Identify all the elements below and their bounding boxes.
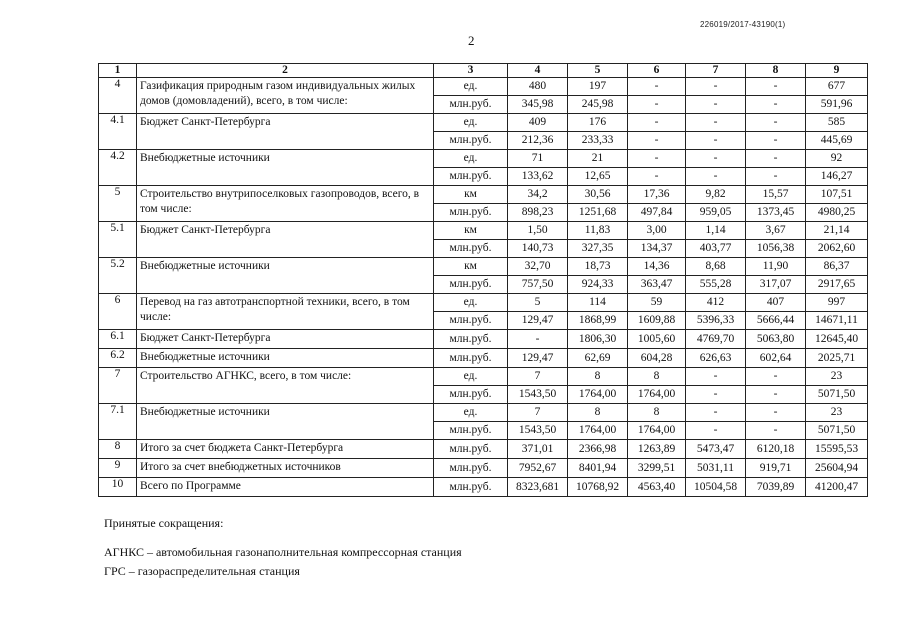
unit-cell: млн.руб. bbox=[434, 312, 508, 330]
value-cell: 30,56 bbox=[568, 186, 628, 204]
value-cell: - bbox=[746, 96, 806, 114]
value-cell: 5666,44 bbox=[746, 312, 806, 330]
column-header: 6 bbox=[628, 64, 686, 78]
value-cell: 5396,33 bbox=[686, 312, 746, 330]
value-cell: 445,69 bbox=[806, 132, 868, 150]
row-name: Перевод на газ автотранспортной техники, всего, в том числе: bbox=[137, 294, 434, 330]
row-name: Внебюджетные источники bbox=[137, 404, 434, 440]
value-cell: 4980,25 bbox=[806, 204, 868, 222]
value-cell: 8 bbox=[568, 404, 628, 422]
value-cell: 5071,50 bbox=[806, 422, 868, 440]
value-cell: 8 bbox=[628, 368, 686, 386]
value-cell: 107,51 bbox=[806, 186, 868, 204]
value-cell: - bbox=[686, 114, 746, 132]
unit-cell: млн.руб. bbox=[434, 240, 508, 258]
value-cell: 41200,47 bbox=[806, 478, 868, 497]
value-cell: 591,96 bbox=[806, 96, 868, 114]
value-cell: 626,63 bbox=[686, 349, 746, 368]
row-name: Строительство внутрипоселковых газопроводов, всего, в том числе: bbox=[137, 186, 434, 222]
value-cell: - bbox=[746, 150, 806, 168]
value-cell: 363,47 bbox=[628, 276, 686, 294]
unit-cell: км bbox=[434, 186, 508, 204]
row-name: Газификация природным газом индивидуальных жилых домов (домовладений), всего, в том числе: bbox=[137, 78, 434, 114]
value-cell: 2062,60 bbox=[806, 240, 868, 258]
value-cell: 1609,88 bbox=[628, 312, 686, 330]
row-number: 5 bbox=[99, 186, 137, 222]
row-number: 5.1 bbox=[99, 222, 137, 258]
value-cell: 5 bbox=[508, 294, 568, 312]
value-cell: 71 bbox=[508, 150, 568, 168]
value-cell: - bbox=[686, 150, 746, 168]
table-row bbox=[99, 440, 868, 459]
value-cell: 133,62 bbox=[508, 168, 568, 186]
value-cell: - bbox=[746, 114, 806, 132]
value-cell: 1005,60 bbox=[628, 330, 686, 349]
value-cell: 5063,80 bbox=[746, 330, 806, 349]
value-cell: - bbox=[686, 96, 746, 114]
value-cell: 7 bbox=[508, 404, 568, 422]
value-cell: 15595,53 bbox=[806, 440, 868, 459]
value-cell: 345,98 bbox=[508, 96, 568, 114]
unit-cell: ед. bbox=[434, 150, 508, 168]
value-cell: 176 bbox=[568, 114, 628, 132]
value-cell: 1764,00 bbox=[628, 422, 686, 440]
value-cell: - bbox=[746, 386, 806, 404]
value-cell: 59 bbox=[628, 294, 686, 312]
value-cell: 10768,92 bbox=[568, 478, 628, 497]
value-cell: 409 bbox=[508, 114, 568, 132]
page-number: 2 bbox=[468, 33, 475, 48]
table-row bbox=[99, 114, 868, 132]
value-cell: 4769,70 bbox=[686, 330, 746, 349]
unit-cell: млн.руб. bbox=[434, 440, 508, 459]
value-cell: 1543,50 bbox=[508, 422, 568, 440]
value-cell: - bbox=[686, 168, 746, 186]
value-cell: 32,70 bbox=[508, 258, 568, 276]
value-cell: 8323,681 bbox=[508, 478, 568, 497]
value-cell: 14,36 bbox=[628, 258, 686, 276]
value-cell: 129,47 bbox=[508, 349, 568, 368]
row-name: Бюджет Санкт-Петербурга bbox=[137, 114, 434, 150]
value-cell: 1764,00 bbox=[628, 386, 686, 404]
value-cell: 86,37 bbox=[806, 258, 868, 276]
row-name: Всего по Программе bbox=[137, 478, 434, 497]
row-name: Строительство АГНКС, всего, в том числе: bbox=[137, 368, 434, 404]
row-number: 6.1 bbox=[99, 330, 137, 349]
value-cell: 1806,30 bbox=[568, 330, 628, 349]
value-cell: 2366,98 bbox=[568, 440, 628, 459]
value-cell: 23 bbox=[806, 404, 868, 422]
value-cell: 898,23 bbox=[508, 204, 568, 222]
value-cell: 1868,99 bbox=[568, 312, 628, 330]
header-row bbox=[99, 64, 868, 78]
value-cell: 7 bbox=[508, 368, 568, 386]
value-cell: 1373,45 bbox=[746, 204, 806, 222]
value-cell: 2025,71 bbox=[806, 349, 868, 368]
value-cell: 317,07 bbox=[746, 276, 806, 294]
value-cell: 3,00 bbox=[628, 222, 686, 240]
value-cell: - bbox=[686, 386, 746, 404]
value-cell: 555,28 bbox=[686, 276, 746, 294]
value-cell: 3299,51 bbox=[628, 459, 686, 478]
unit-cell: км bbox=[434, 222, 508, 240]
abbreviation-item: АГНКС – автомобильная газонаполнительная компрессорная станция bbox=[104, 545, 462, 560]
unit-cell: млн.руб. bbox=[434, 459, 508, 478]
value-cell: 114 bbox=[568, 294, 628, 312]
value-cell: - bbox=[686, 132, 746, 150]
table-row bbox=[99, 349, 868, 368]
abbreviations-heading: Принятые сокращения: bbox=[104, 516, 224, 530]
row-name: Итого за счет внебюджетных источников bbox=[137, 459, 434, 478]
value-cell: - bbox=[686, 404, 746, 422]
value-cell: 12645,40 bbox=[806, 330, 868, 349]
value-cell: 62,69 bbox=[568, 349, 628, 368]
unit-cell: млн.руб. bbox=[434, 386, 508, 404]
value-cell: 924,33 bbox=[568, 276, 628, 294]
value-cell: 1,14 bbox=[686, 222, 746, 240]
table-row bbox=[99, 78, 868, 96]
value-cell: 1764,00 bbox=[568, 386, 628, 404]
value-cell: 5031,11 bbox=[686, 459, 746, 478]
unit-cell: млн.руб. bbox=[434, 96, 508, 114]
value-cell: 140,73 bbox=[508, 240, 568, 258]
value-cell: 8 bbox=[628, 404, 686, 422]
unit-cell: ед. bbox=[434, 368, 508, 386]
value-cell: 327,35 bbox=[568, 240, 628, 258]
row-number: 8 bbox=[99, 440, 137, 459]
value-cell: 1543,50 bbox=[508, 386, 568, 404]
value-cell: 1056,38 bbox=[746, 240, 806, 258]
value-cell: 10504,58 bbox=[686, 478, 746, 497]
table-row bbox=[99, 222, 868, 240]
unit-cell: млн.руб. bbox=[434, 132, 508, 150]
unit-cell: млн.руб. bbox=[434, 422, 508, 440]
table-row bbox=[99, 459, 868, 478]
unit-cell: млн.руб. bbox=[434, 276, 508, 294]
row-name: Внебюджетные источники bbox=[137, 349, 434, 368]
value-cell: - bbox=[686, 368, 746, 386]
value-cell: 18,73 bbox=[568, 258, 628, 276]
unit-cell: ед. bbox=[434, 114, 508, 132]
value-cell: - bbox=[628, 168, 686, 186]
row-name: Внебюджетные источники bbox=[137, 150, 434, 186]
unit-cell: млн.руб. bbox=[434, 349, 508, 368]
value-cell: 34,2 bbox=[508, 186, 568, 204]
value-cell: 5071,50 bbox=[806, 386, 868, 404]
value-cell: 1263,89 bbox=[628, 440, 686, 459]
value-cell: 997 bbox=[806, 294, 868, 312]
value-cell: 7039,89 bbox=[746, 478, 806, 497]
unit-cell: млн.руб. bbox=[434, 204, 508, 222]
column-header: 3 bbox=[434, 64, 508, 78]
value-cell: 134,37 bbox=[628, 240, 686, 258]
row-number: 4.1 bbox=[99, 114, 137, 150]
row-name: Бюджет Санкт-Петербурга bbox=[137, 330, 434, 349]
value-cell: 757,50 bbox=[508, 276, 568, 294]
value-cell: 8401,94 bbox=[568, 459, 628, 478]
row-name: Бюджет Санкт-Петербурга bbox=[137, 222, 434, 258]
row-number: 6.2 bbox=[99, 349, 137, 368]
value-cell: 21,14 bbox=[806, 222, 868, 240]
value-cell: - bbox=[746, 78, 806, 96]
table-row bbox=[99, 186, 868, 204]
value-cell: 17,36 bbox=[628, 186, 686, 204]
value-cell: 677 bbox=[806, 78, 868, 96]
row-name: Внебюджетные источники bbox=[137, 258, 434, 294]
value-cell: 2917,65 bbox=[806, 276, 868, 294]
value-cell: - bbox=[746, 422, 806, 440]
row-number: 10 bbox=[99, 478, 137, 497]
value-cell: 412 bbox=[686, 294, 746, 312]
value-cell: - bbox=[686, 422, 746, 440]
value-cell: 212,36 bbox=[508, 132, 568, 150]
value-cell: - bbox=[746, 168, 806, 186]
value-cell: 197 bbox=[568, 78, 628, 96]
table-row bbox=[99, 330, 868, 349]
value-cell: 12,65 bbox=[568, 168, 628, 186]
value-cell: - bbox=[746, 404, 806, 422]
column-header: 1 bbox=[99, 64, 137, 78]
value-cell: 480 bbox=[508, 78, 568, 96]
value-cell: 585 bbox=[806, 114, 868, 132]
value-cell: 8,68 bbox=[686, 258, 746, 276]
row-number: 5.2 bbox=[99, 258, 137, 294]
document-id: 226019/2017-43190(1) bbox=[700, 20, 786, 29]
value-cell: 407 bbox=[746, 294, 806, 312]
value-cell: 4563,40 bbox=[628, 478, 686, 497]
value-cell: 15,57 bbox=[746, 186, 806, 204]
column-header: 5 bbox=[568, 64, 628, 78]
column-header: 2 bbox=[137, 64, 434, 78]
column-header: 4 bbox=[508, 64, 568, 78]
value-cell: 11,90 bbox=[746, 258, 806, 276]
value-cell: - bbox=[746, 132, 806, 150]
column-header: 8 bbox=[746, 64, 806, 78]
value-cell: 25604,94 bbox=[806, 459, 868, 478]
value-cell: 497,84 bbox=[628, 204, 686, 222]
table-row bbox=[99, 150, 868, 168]
column-header: 9 bbox=[806, 64, 868, 78]
value-cell: 403,77 bbox=[686, 240, 746, 258]
unit-cell: ед. bbox=[434, 294, 508, 312]
value-cell: 1251,68 bbox=[568, 204, 628, 222]
value-cell: 5473,47 bbox=[686, 440, 746, 459]
row-number: 7 bbox=[99, 368, 137, 404]
value-cell: 1,50 bbox=[508, 222, 568, 240]
value-cell: - bbox=[686, 78, 746, 96]
row-number: 9 bbox=[99, 459, 137, 478]
value-cell: 9,82 bbox=[686, 186, 746, 204]
table-row bbox=[99, 294, 868, 312]
row-number: 4 bbox=[99, 78, 137, 114]
row-name: Итого за счет бюджета Санкт-Петербурга bbox=[137, 440, 434, 459]
table-row bbox=[99, 404, 868, 422]
abbreviation-item: ГРС – газораспределительная станция bbox=[104, 564, 300, 579]
unit-cell: ед. bbox=[434, 404, 508, 422]
value-cell: - bbox=[628, 114, 686, 132]
value-cell: 1764,00 bbox=[568, 422, 628, 440]
table-row bbox=[99, 258, 868, 276]
row-number: 6 bbox=[99, 294, 137, 330]
value-cell: - bbox=[628, 132, 686, 150]
value-cell: 146,27 bbox=[806, 168, 868, 186]
value-cell: 129,47 bbox=[508, 312, 568, 330]
value-cell: 6120,18 bbox=[746, 440, 806, 459]
value-cell: 919,71 bbox=[746, 459, 806, 478]
value-cell: 371,01 bbox=[508, 440, 568, 459]
table-row bbox=[99, 368, 868, 386]
value-cell: 23 bbox=[806, 368, 868, 386]
value-cell: 959,05 bbox=[686, 204, 746, 222]
value-cell: 245,98 bbox=[568, 96, 628, 114]
value-cell: 602,64 bbox=[746, 349, 806, 368]
value-cell: - bbox=[628, 96, 686, 114]
value-cell: 11,83 bbox=[568, 222, 628, 240]
value-cell: 3,67 bbox=[746, 222, 806, 240]
value-cell: 21 bbox=[568, 150, 628, 168]
value-cell: - bbox=[628, 78, 686, 96]
row-number: 7.1 bbox=[99, 404, 137, 440]
value-cell: - bbox=[508, 330, 568, 349]
unit-cell: млн.руб. bbox=[434, 330, 508, 349]
unit-cell: млн.руб. bbox=[434, 478, 508, 497]
value-cell: 233,33 bbox=[568, 132, 628, 150]
program-table bbox=[98, 63, 868, 497]
unit-cell: млн.руб. bbox=[434, 168, 508, 186]
value-cell: 8 bbox=[568, 368, 628, 386]
table-row bbox=[99, 478, 868, 497]
value-cell: 7952,67 bbox=[508, 459, 568, 478]
unit-cell: ед. bbox=[434, 78, 508, 96]
value-cell: 604,28 bbox=[628, 349, 686, 368]
value-cell: - bbox=[628, 150, 686, 168]
unit-cell: км bbox=[434, 258, 508, 276]
row-number: 4.2 bbox=[99, 150, 137, 186]
value-cell: 14671,11 bbox=[806, 312, 868, 330]
abbreviations bbox=[104, 514, 462, 582]
column-header: 7 bbox=[686, 64, 746, 78]
value-cell: 92 bbox=[806, 150, 868, 168]
value-cell: - bbox=[746, 368, 806, 386]
